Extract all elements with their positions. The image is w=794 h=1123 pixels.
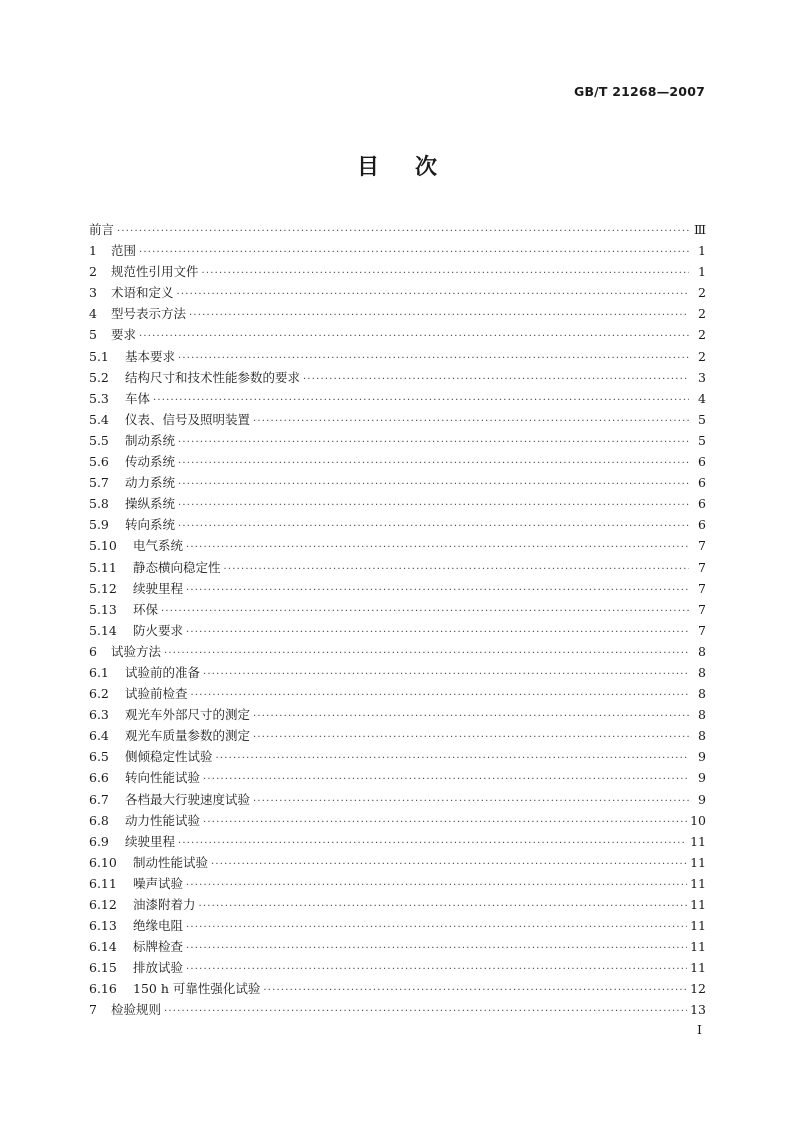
toc-entry-label: 续驶里程 bbox=[125, 833, 176, 849]
toc-entry[interactable] bbox=[89, 535, 706, 556]
toc-entry-label: 150 h 可靠性强化试验 bbox=[133, 981, 261, 997]
toc-entry-page: 7 bbox=[698, 538, 706, 554]
toc-entry-label: 术语和定义 bbox=[111, 285, 174, 301]
toc-entry-number: 6 bbox=[89, 643, 97, 659]
toc-entry-number: 6.6 bbox=[89, 770, 109, 786]
toc-entry-label: 基本要求 bbox=[125, 348, 176, 364]
toc-entry-number: 1 bbox=[89, 243, 97, 259]
toc-entry[interactable] bbox=[89, 240, 706, 261]
toc-dot-leader bbox=[303, 369, 689, 390]
toc-entry-number: 3 bbox=[89, 285, 97, 301]
toc-entry[interactable] bbox=[89, 936, 706, 957]
toc-entry-page: 6 bbox=[698, 496, 706, 512]
toc-entry-page: 8 bbox=[698, 643, 706, 659]
toc-entry-number: 6.7 bbox=[89, 791, 109, 807]
toc-entry[interactable] bbox=[89, 915, 706, 936]
toc-entry-number: 6.5 bbox=[89, 749, 109, 765]
toc-entry-number: 2 bbox=[89, 264, 97, 280]
toc-entry-number: 6.9 bbox=[89, 833, 109, 849]
table-of-contents bbox=[89, 219, 706, 1021]
toc-dot-leader bbox=[139, 242, 689, 263]
toc-entry-page: 11 bbox=[690, 854, 706, 870]
toc-entry-page: 2 bbox=[698, 327, 706, 343]
toc-entry-label: 标牌检查 bbox=[133, 939, 184, 955]
toc-entry[interactable] bbox=[89, 620, 706, 641]
toc-entry-number: 5.3 bbox=[89, 390, 109, 406]
toc-entry-page: 8 bbox=[698, 728, 706, 744]
toc-entry-number: 6.4 bbox=[89, 728, 109, 744]
toc-entry-page: 2 bbox=[698, 348, 706, 364]
toc-entry-number: 5.13 bbox=[89, 601, 117, 617]
toc-entry-label: 观光车质量参数的测定 bbox=[125, 728, 251, 744]
toc-entry-label: 动力系统 bbox=[125, 475, 176, 491]
toc-entry[interactable] bbox=[89, 999, 706, 1020]
toc-entry-label: 规范性引用文件 bbox=[111, 264, 199, 280]
toc-entry[interactable] bbox=[89, 578, 706, 599]
toc-entry[interactable] bbox=[89, 324, 706, 345]
toc-dot-leader bbox=[178, 833, 687, 854]
toc-entry-number: 5 bbox=[89, 327, 97, 343]
toc-dot-leader bbox=[224, 559, 689, 580]
toc-entry-number: 6.11 bbox=[89, 875, 117, 891]
toc-entry-page: Ⅲ bbox=[693, 222, 706, 237]
toc-entry[interactable] bbox=[89, 388, 706, 409]
toc-entry-page: 11 bbox=[690, 897, 706, 912]
toc-dot-leader bbox=[177, 284, 689, 305]
toc-entry[interactable] bbox=[89, 599, 706, 620]
toc-entry-page: 9 bbox=[698, 791, 706, 807]
toc-entry[interactable] bbox=[89, 789, 706, 810]
toc-entry[interactable] bbox=[89, 767, 706, 788]
toc-entry-label: 前言 bbox=[89, 222, 115, 237]
toc-entry-page: 7 bbox=[698, 601, 706, 617]
toc-entry-page: 5 bbox=[698, 411, 706, 427]
toc-dot-leader bbox=[178, 432, 689, 453]
toc-entry-label: 环保 bbox=[133, 601, 159, 617]
toc-dot-leader bbox=[186, 580, 689, 601]
toc-entry-number: 5.6 bbox=[89, 454, 109, 470]
toc-entry-page: 9 bbox=[698, 770, 706, 786]
toc-dot-leader bbox=[186, 875, 687, 896]
toc-entry-page: 2 bbox=[698, 306, 706, 322]
toc-entry-label: 车体 bbox=[125, 390, 151, 406]
toc-entry[interactable] bbox=[89, 557, 706, 578]
toc-entry-number: 5.4 bbox=[89, 411, 109, 427]
toc-entry[interactable] bbox=[89, 641, 706, 662]
toc-dot-leader bbox=[253, 727, 689, 748]
toc-dot-leader bbox=[211, 854, 687, 875]
toc-entry-label: 仪表、信号及照明装置 bbox=[125, 411, 251, 427]
toc-dot-leader bbox=[186, 537, 689, 558]
toc-entry-label: 制动系统 bbox=[125, 432, 176, 448]
toc-entry-label: 绝缘电阻 bbox=[133, 918, 184, 934]
toc-dot-leader bbox=[253, 411, 689, 432]
toc-entry-number: 5.5 bbox=[89, 432, 109, 448]
toc-entry[interactable] bbox=[89, 430, 706, 451]
toc-dot-leader bbox=[186, 917, 687, 938]
toc-entry-page: 1 bbox=[698, 243, 706, 259]
toc-entry-label: 续驶里程 bbox=[133, 580, 184, 596]
standard-code: GB/T 21268—2007 bbox=[573, 84, 705, 99]
toc-entry[interactable] bbox=[89, 810, 706, 831]
toc-entry[interactable] bbox=[89, 367, 706, 388]
toc-entry[interactable] bbox=[89, 852, 706, 873]
toc-entry[interactable] bbox=[89, 409, 706, 430]
toc-entry-page: 11 bbox=[690, 918, 706, 934]
toc-entry[interactable] bbox=[89, 662, 706, 683]
toc-entry-label: 转向性能试验 bbox=[125, 770, 201, 786]
toc-entry-page: 10 bbox=[690, 812, 706, 828]
footer-page-number: I bbox=[697, 1022, 702, 1037]
toc-entry-page: 11 bbox=[690, 875, 706, 891]
toc-entry[interactable] bbox=[89, 514, 706, 535]
toc-entry-label: 要求 bbox=[111, 327, 137, 343]
toc-entry-number: 5.11 bbox=[89, 559, 117, 575]
toc-entry-number: 5.12 bbox=[89, 580, 117, 596]
toc-entry-page: 5 bbox=[698, 432, 706, 448]
toc-entry[interactable] bbox=[89, 261, 706, 282]
toc-dot-leader bbox=[203, 664, 689, 685]
toc-entry[interactable] bbox=[89, 493, 706, 514]
toc-entry-label: 各档最大行驶速度试验 bbox=[125, 791, 251, 807]
toc-entry-page: 1 bbox=[698, 264, 706, 280]
toc-entry-label: 转向系统 bbox=[125, 517, 176, 533]
toc-entry-number: 5.9 bbox=[89, 517, 109, 533]
toc-entry-number: 5.2 bbox=[89, 369, 109, 385]
toc-dot-leader bbox=[186, 622, 689, 643]
toc-dot-leader bbox=[263, 980, 687, 1001]
toc-entry[interactable] bbox=[89, 746, 706, 767]
toc-dot-leader bbox=[202, 263, 689, 284]
toc-entry[interactable] bbox=[89, 704, 706, 725]
toc-entry-number: 5.8 bbox=[89, 496, 109, 512]
toc-entry-label: 电气系统 bbox=[133, 538, 184, 554]
toc-entry-label: 动力性能试验 bbox=[125, 812, 201, 828]
toc-entry-page: 12 bbox=[690, 981, 706, 997]
toc-entry-label: 结构尺寸和技术性能参数的要求 bbox=[125, 369, 301, 385]
toc-dot-leader bbox=[178, 495, 689, 516]
toc-entry-label: 试验前的准备 bbox=[125, 664, 201, 680]
toc-entry-number: 5.7 bbox=[89, 475, 109, 491]
toc-entry-page: 9 bbox=[698, 749, 706, 765]
toc-entry-label: 侧倾稳定性试验 bbox=[125, 749, 213, 765]
toc-entry-page: 13 bbox=[690, 1002, 706, 1018]
toc-dot-leader bbox=[189, 305, 689, 326]
toc-dot-leader bbox=[253, 791, 689, 812]
toc-dot-leader bbox=[253, 706, 689, 727]
toc-dot-leader bbox=[199, 896, 688, 917]
toc-entry-number: 6.3 bbox=[89, 707, 109, 723]
toc-entry-label: 排放试验 bbox=[133, 960, 184, 976]
toc-dot-leader bbox=[178, 453, 689, 474]
toc-dot-leader bbox=[216, 748, 689, 769]
toc-entry-label: 制动性能试验 bbox=[133, 854, 209, 870]
toc-entry[interactable] bbox=[89, 219, 706, 240]
toc-entry-label: 传动系统 bbox=[125, 454, 176, 470]
toc-dot-leader bbox=[161, 601, 689, 622]
toc-entry-label: 型号表示方法 bbox=[111, 306, 187, 322]
toc-entry-label: 操纵系统 bbox=[125, 496, 176, 512]
toc-dot-leader bbox=[203, 812, 687, 833]
toc-entry[interactable] bbox=[89, 346, 706, 367]
toc-entry-page: 8 bbox=[698, 664, 706, 680]
toc-entry-label: 噪声试验 bbox=[133, 875, 184, 891]
toc-entry[interactable] bbox=[89, 831, 706, 852]
toc-entry[interactable] bbox=[89, 978, 706, 999]
toc-entry-number: 6.16 bbox=[89, 981, 117, 997]
toc-dot-leader bbox=[178, 474, 689, 495]
toc-entry[interactable] bbox=[89, 894, 706, 915]
toc-entry-number: 6.1 bbox=[89, 664, 109, 680]
toc-entry-number: 6.13 bbox=[89, 918, 117, 934]
toc-dot-leader bbox=[186, 959, 687, 980]
toc-entry[interactable] bbox=[89, 873, 706, 894]
toc-entry-label: 范围 bbox=[111, 243, 137, 259]
toc-entry-label: 静态横向稳定性 bbox=[133, 559, 221, 575]
toc-entry-number: 6.10 bbox=[89, 854, 117, 870]
toc-entry-number: 6.2 bbox=[89, 686, 109, 702]
toc-entry-label: 观光车外部尺寸的测定 bbox=[125, 707, 251, 723]
toc-entry-page: 11 bbox=[690, 833, 706, 849]
toc-entry-page: 11 bbox=[690, 939, 706, 955]
toc-entry-number: 6.12 bbox=[89, 897, 117, 912]
toc-dot-leader bbox=[139, 326, 689, 347]
toc-entry-page: 7 bbox=[698, 622, 706, 638]
toc-entry-number: 6.15 bbox=[89, 960, 117, 976]
toc-entry-number: 6.8 bbox=[89, 812, 109, 828]
toc-entry-page: 6 bbox=[698, 454, 706, 470]
toc-entry-page: 2 bbox=[698, 285, 706, 301]
toc-entry[interactable] bbox=[89, 683, 706, 704]
toc-entry-page: 6 bbox=[698, 517, 706, 533]
toc-entry-page: 7 bbox=[698, 559, 706, 575]
toc-entry-label: 油漆附着力 bbox=[133, 897, 196, 912]
toc-dot-leader bbox=[164, 643, 689, 664]
toc-dot-leader bbox=[153, 390, 689, 411]
toc-entry-page: 3 bbox=[698, 369, 706, 385]
toc-dot-leader bbox=[178, 348, 689, 369]
toc-dot-leader bbox=[186, 938, 687, 959]
toc-entry-label: 试验方法 bbox=[111, 643, 162, 659]
toc-entry-number: 6.14 bbox=[89, 939, 117, 955]
title-char-1: 目 bbox=[356, 155, 379, 180]
toc-entry-page: 4 bbox=[698, 390, 706, 406]
toc-dot-leader bbox=[178, 516, 689, 537]
toc-entry-page: 11 bbox=[690, 960, 706, 976]
page-title bbox=[0, 150, 794, 181]
toc-entry-number: 5.1 bbox=[89, 348, 109, 364]
toc-entry[interactable] bbox=[89, 451, 706, 472]
toc-entry-page: 8 bbox=[698, 707, 706, 723]
toc-entry-label: 检验规则 bbox=[111, 1002, 162, 1018]
toc-dot-leader bbox=[191, 685, 689, 706]
toc-entry-page: 7 bbox=[698, 580, 706, 596]
toc-entry[interactable] bbox=[89, 957, 706, 978]
toc-dot-leader bbox=[117, 221, 689, 242]
toc-entry[interactable] bbox=[89, 472, 706, 493]
toc-entry-number: 5.14 bbox=[89, 622, 117, 638]
toc-entry-number: 7 bbox=[89, 1002, 97, 1018]
toc-entry-page: 8 bbox=[698, 686, 706, 702]
toc-entry-page: 6 bbox=[698, 475, 706, 491]
toc-entry[interactable] bbox=[89, 303, 706, 324]
toc-entry-number: 5.10 bbox=[89, 538, 117, 554]
toc-entry-number: 4 bbox=[89, 306, 97, 322]
toc-entry-label: 防火要求 bbox=[133, 622, 184, 638]
toc-entry[interactable] bbox=[89, 282, 706, 303]
toc-entry-label: 试验前检查 bbox=[125, 686, 188, 702]
title-char-2: 次 bbox=[415, 155, 438, 180]
toc-dot-leader bbox=[203, 769, 689, 790]
toc-dot-leader bbox=[164, 1001, 687, 1022]
toc-entry[interactable] bbox=[89, 725, 706, 746]
